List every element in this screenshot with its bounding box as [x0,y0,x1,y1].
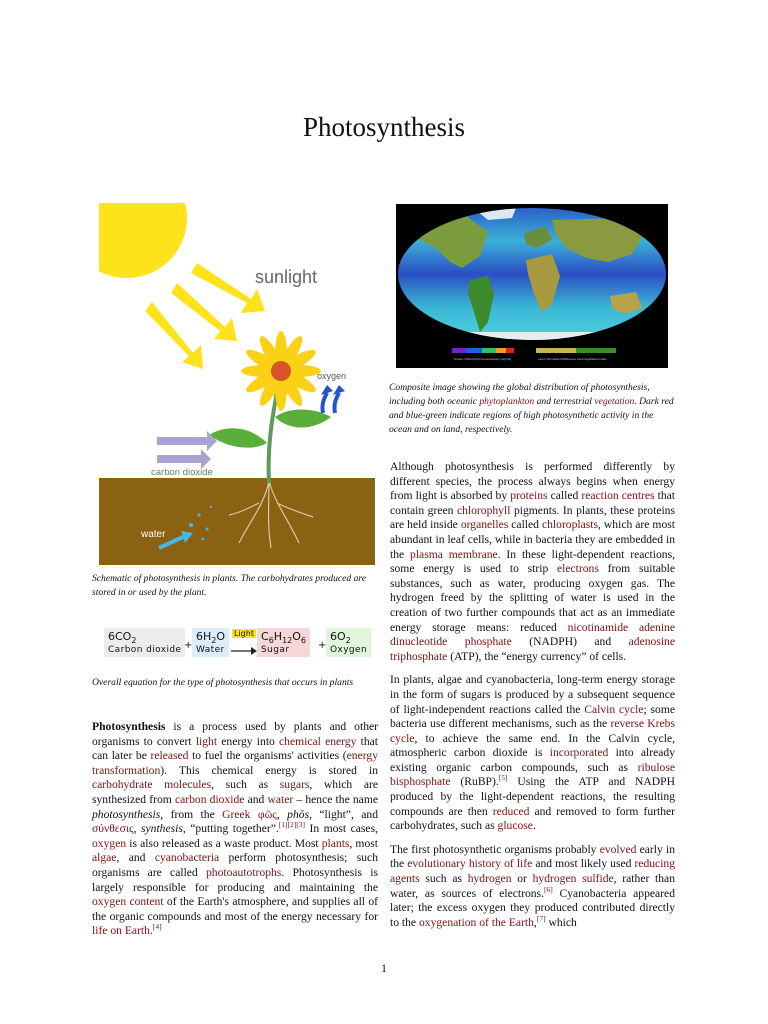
text-run: from suitable substances, such as water, producing oxygen gas. The hydrogen freed by the splitting of water is used in the creation of two further compounds that act as an immediate energy storage means: reduced [390,562,675,634]
plant-figure-caption: Schematic of photosynthesis in plants. The carbohydrates produced are stored in or used by the plant. [92,573,367,598]
text-link[interactable]: adenosine triphosphate [390,635,675,663]
page-title: Photosynthesis [302,112,466,142]
text-link[interactable]: reduced [492,804,530,818]
text-run: , to achieve the same end. In the Calvin cycle, atmospheric carbon dioxide is [390,731,675,760]
text-run: ; some bacteria use different mechanisms, such as the [390,702,675,731]
co2-name: Carbon dioxide [108,645,182,656]
text-link[interactable]: φῶς [257,807,277,821]
o2-term [326,628,371,657]
text-link[interactable]: nicotinamide adenine dinucleotide phosphate [390,620,676,649]
legend-ocean-label: Ocean: Chlorophyll Concentration (mg/m3) [454,357,512,361]
text-run: Cyanobacteria appeared later; the excess oxygen they produced contributed directly to the [390,886,675,929]
h2o-name: Water [196,645,225,656]
text-run: and [244,792,268,806]
text-run: or [511,872,533,886]
map-caption-text: Composite image showing the global distribution of photosynthesis, including both oceanic [389,382,650,407]
text-link[interactable]: plasma membrane [410,547,498,561]
intro-text [92,720,378,939]
text-run: such as [419,872,468,886]
text-link[interactable]: carbohydrate molecules [92,778,212,792]
water-label: water [141,529,166,540]
text-run: In most cases, [305,822,378,836]
reaction-arrow-icon [231,640,257,659]
text-link[interactable]: energy transformation [92,749,378,777]
text-run: which [545,915,577,929]
carbon-dioxide-label: carbon dioxide [151,467,213,478]
text-run: and removed to form further carbohydrates, such as [390,804,676,833]
text-link[interactable]: life on Earth [92,924,150,938]
glucose-term [257,628,310,657]
text-run: (RuBP). [450,775,499,789]
text-run: (NADPH) and [511,635,629,649]
text-run: is a process used by plants and other organisms to convert [92,720,378,748]
right-column [390,460,675,939]
italic-term: phōs [287,807,310,821]
text-link[interactable]: reverse Krebs cycle [390,717,675,745]
photosynthesis-equation [104,628,374,660]
citation-ref[interactable]: [7] [536,913,546,923]
text-link[interactable]: electrons [557,562,599,576]
glucose-formula: $C_6H_{12}O_6$ [261,630,307,646]
text-run: (ATP), the “energy currency” of cells. [447,649,627,663]
text-run: , [533,915,537,929]
text-link[interactable]: cyanobacteria [154,851,220,865]
o2-name: Oxygen [330,645,368,656]
sunflower-center [271,361,291,381]
text-run: In plants, algae and cyanobacteria, long-term energy storage in the form of sugars is produced by a subsequent sequence of light-independent reactions called the [390,673,675,716]
text-link[interactable]: incorporated [549,746,609,760]
h2o-formula: $6H_2O$ [196,630,226,646]
h2o-term [192,628,229,657]
text-run: energy into [217,734,280,748]
citation-ref[interactable]: [5] [498,773,508,783]
text-link[interactable]: photoautotrophs [205,865,282,879]
co2-term [104,628,185,657]
text-run: called [547,489,582,503]
glucose-name: Sugar [261,645,290,656]
map-figure-caption [389,381,675,437]
oxygen-arrows [322,393,339,413]
sunlight-label: sunlight [255,267,318,287]
text-run: called [508,518,542,532]
text-link[interactable]: reducing agents [390,857,676,886]
text-link[interactable]: evolutionary history of life [407,857,533,871]
map-caption-text: and terrestrial [534,396,595,407]
left-leaf [209,428,267,447]
text-link[interactable]: chemical energy [279,734,357,748]
text-link[interactable]: chlorophyll [456,503,511,517]
text-link[interactable]: proteins [510,489,548,503]
page-number: 1 [381,961,387,975]
plus-sign-1: + [184,640,193,651]
text-link[interactable]: ribulose bisphosphate [390,760,675,789]
legend-land-label: Land: Normalized Difference Land Vegetation Index [538,357,607,361]
paragraph-evolution [390,843,675,931]
text-link[interactable]: hydrogen sulfide [532,872,614,886]
text-link[interactable]: oxygen [92,836,127,850]
global-photosynthesis-map [396,204,668,368]
text-run: , [133,822,141,836]
text-link[interactable]: hydrogen [467,872,512,886]
text-link[interactable]: algae [92,851,117,865]
text-link[interactable]: glucose [497,819,533,833]
text-run: that contain green [390,489,675,517]
text-run: and most likely used [532,857,635,871]
text-run: Although photosynthesis is performed differently by different species, the process always begins when energy from light is absorbed by [390,460,675,503]
text-link[interactable]: carbon dioxide [174,792,245,806]
text-run: . [532,819,536,833]
text-link[interactable]: light [195,734,218,748]
citation-ref[interactable]: [1][2][3] [278,820,305,830]
text-run: , “putting together”. [182,822,279,836]
text-run: . [149,924,153,938]
text-run: ). This chemical energy is stored in [160,763,378,777]
paragraph-light-reactions [390,460,675,664]
text-run: , from the [160,807,223,821]
link-phytoplankton[interactable]: phytoplankton [479,396,535,407]
paragraph-calvin-cycle [390,673,675,834]
text-link[interactable]: chloroplasts [541,518,599,532]
equation-caption: Overall equation for the type of photosynthesis that occurs in plants [92,677,354,688]
citation-ref[interactable]: [6] [543,884,553,894]
text-run: The first photosynthetic organisms probably [390,842,600,856]
text-run: into already existing organic carbon compounds, such as [390,746,675,774]
text-link[interactable]: σύνθεσις [92,822,134,836]
text-run: pigments. In plants, these proteins are held inside [390,503,675,532]
co2-formula: $6CO_2$ [108,630,137,646]
text-link[interactable]: water [267,792,294,806]
photosynthesis-diagram [99,203,375,565]
italic-term: photosynthesis [92,807,161,821]
text-link[interactable]: organelles [460,518,509,532]
light-badge: Light [234,629,254,638]
text-link[interactable]: oxygen content [92,895,164,909]
oxygen-label: oxygen [317,371,347,381]
text-run [250,808,257,821]
o2-formula: $6O_2$ [330,630,351,646]
text-link[interactable]: reaction centres [581,489,655,503]
text-run: perform photosynthesis; such organisms are called [92,851,379,879]
text-run: – hence the name [293,792,378,806]
text-run: early in the [390,842,675,871]
text-link[interactable]: evolved [599,842,637,856]
text-run: to fuel the organisms' activities ( [188,749,347,763]
plant-diagram-svg [99,203,375,565]
carbon-dioxide-arrows [157,431,217,469]
color-legend [452,348,616,353]
text-run: is also released as a waste product. Most [126,836,322,850]
text-run: , [276,807,288,821]
soil [99,478,375,565]
text-link[interactable]: Greek [222,807,251,821]
text-run: that can later be [92,734,378,763]
map-caption-text: . Dark red and blue-green indicate regions of high photosynthetic activity in the ocean and on land, respectively. [389,396,674,435]
text-run: of the Earth's atmosphere, and supplies all of the organic compounds and most of the energy necessary for [92,895,378,923]
text-run: . In these light-dependent reactions, some energy is used to strip [390,547,676,576]
text-link[interactable]: sugars [279,778,310,792]
text-run: , most [349,836,378,850]
text-run: Using the ATP and NADPH produced by the light-dependent reactions, the resulting compounds are then [390,775,675,818]
text-link[interactable]: plants [321,836,350,850]
text-run: , rather than water, as sources of electrons. [390,872,675,900]
text-run: . Photosynthesis is largely responsible for producing and maintaining the [92,865,378,894]
plus-sign-2: + [318,640,327,651]
text-run: , which are synthesized from [92,778,378,806]
intro-paragraph [92,720,378,948]
text-link[interactable]: oxygenation of the Earth [418,915,534,929]
sun-icon [99,203,187,278]
text-run: , such as [211,778,280,792]
italic-term: synthesis [141,822,183,836]
text-run: , which are most abundant in leaf cells, while in bacteria they are embedded in the [390,518,675,561]
world-map-svg [396,204,668,368]
citation-ref[interactable]: [4] [152,922,162,932]
link-vegetation[interactable]: vegetation [594,396,635,407]
text-run: , “light”, and [309,807,379,821]
text-run: , and [116,851,155,865]
text-link[interactable]: Calvin cycle [584,702,644,716]
text-link[interactable]: released [150,749,189,763]
bold-term: Photosynthesis [92,720,166,733]
